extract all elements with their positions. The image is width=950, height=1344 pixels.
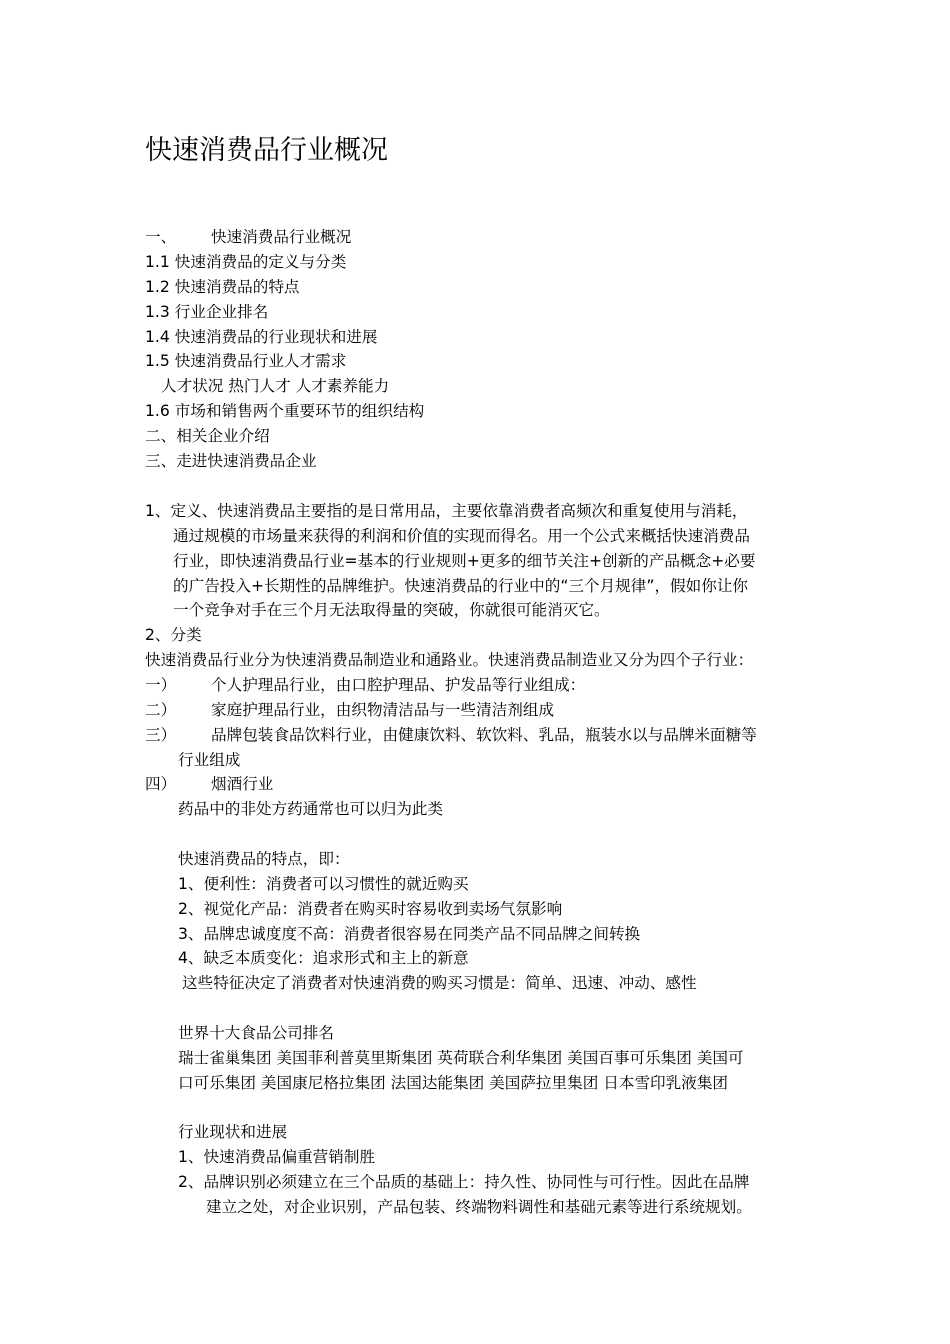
toc-item-2: 二、相关企业介绍	[145, 427, 270, 445]
subindustry-item-continuation: 行业组成	[178, 751, 241, 769]
subindustry-marker: 三）	[145, 726, 177, 744]
subindustry-marker: 一）	[145, 676, 177, 694]
subindustry-item: 烟酒行业	[211, 775, 274, 793]
classification-intro: 快速消费品行业分为快速消费品制造业和通路业。快速消费品制造业又分为四个子行业：	[145, 651, 754, 669]
feature-item: 4、缺乏本质变化：追求形式和主上的新意	[178, 949, 469, 967]
status-heading: 行业现状和进展	[178, 1123, 288, 1141]
feature-item: 1、便利性：消费者可以习惯性的就近购买	[178, 875, 469, 893]
classification-heading: 2、分类	[145, 626, 202, 644]
toc-item-1-5-sub: 人才状况 热门人才 人才素养能力	[161, 377, 390, 395]
toc-item-1-2: 1.2 快速消费品的特点	[145, 278, 300, 296]
subindustry-marker: 二）	[145, 701, 177, 719]
ranking-line: 瑞士雀巢集团 美国菲利普莫里斯集团 英荷联合利华集团 美国百事可乐集团 美国可	[178, 1049, 744, 1067]
toc-item-3: 三、走进快速消费品企业	[145, 452, 317, 470]
subindustry-item: 品牌包装食品饮料行业，由健康饮料、软饮料、乳品，瓶装水以与品牌米面糖等	[211, 726, 757, 744]
page-title: 快速消费品行业概况	[145, 135, 388, 166]
definition-line: 行业，即快速消费品行业=基本的行业规则+更多的细节关注+创新的产品概念+必要	[173, 552, 756, 570]
classification-note: 药品中的非处方药通常也可以归为此类	[178, 800, 444, 818]
toc-item-1-1: 1.1 快速消费品的定义与分类	[145, 253, 347, 271]
ranking-heading: 世界十大食品公司排名	[178, 1024, 334, 1042]
toc-item-1-3: 1.3 行业企业排名	[145, 303, 269, 321]
status-item: 1、快速消费品偏重营销制胜	[178, 1148, 376, 1166]
definition-line: 的广告投入+长期性的品牌维护。快速消费品的行业中的“三个月规律”，假如你让你	[173, 577, 749, 595]
toc-item-1: 快速消费品行业概况	[211, 228, 352, 246]
status-item: 2、品牌识别必须建立在三个品质的基础上：持久性、协同性与可行性。因此在品牌	[178, 1173, 750, 1191]
subindustry-marker: 四）	[145, 775, 177, 793]
feature-item: 3、品牌忠诚度度不高：消费者很容易在同类产品不同品牌之间转换	[178, 925, 641, 943]
toc-item-1-4: 1.4 快速消费品的行业现状和进展	[145, 328, 378, 346]
ranking-line: 口可乐集团 美国康尼格拉集团 法国达能集团 美国萨拉里集团 日本雪印乳液集团	[178, 1074, 729, 1092]
definition-line: 一个竞争对手在三个月无法取得量的突破，你就很可能消灭它。	[173, 601, 610, 619]
status-item-continuation: 建立之处，对企业识别，产品包装、终端物料调性和基础元素等进行系统规划。	[206, 1198, 752, 1216]
features-summary: 这些特征决定了消费者对快速消费的购买习惯是：简单、迅速、冲动、感性	[182, 974, 697, 992]
subindustry-item: 个人护理品行业，由口腔护理品、护发品等行业组成：	[211, 676, 586, 694]
feature-item: 2、视觉化产品：消费者在购买时容易收到卖场气氛影响	[178, 900, 563, 918]
toc-item-1-5: 1.5 快速消费品行业人才需求	[145, 352, 347, 370]
subindustry-item: 家庭护理品行业，由织物清洁品与一些清洁剂组成	[211, 701, 555, 719]
toc-item-1-6: 1.6 市场和销售两个重要环节的组织结构	[145, 402, 425, 420]
toc-item-1-marker: 一、	[145, 228, 177, 246]
definition-line: 1、定义、快速消费品主要指的是日常用品，主要依靠消费者高频次和重复使用与消耗，	[145, 502, 748, 520]
features-heading: 快速消费品的特点，即：	[178, 850, 350, 868]
definition-line: 通过规模的市场量来获得的利润和价值的实现而得名。用一个公式来概括快速消费品	[173, 527, 750, 545]
